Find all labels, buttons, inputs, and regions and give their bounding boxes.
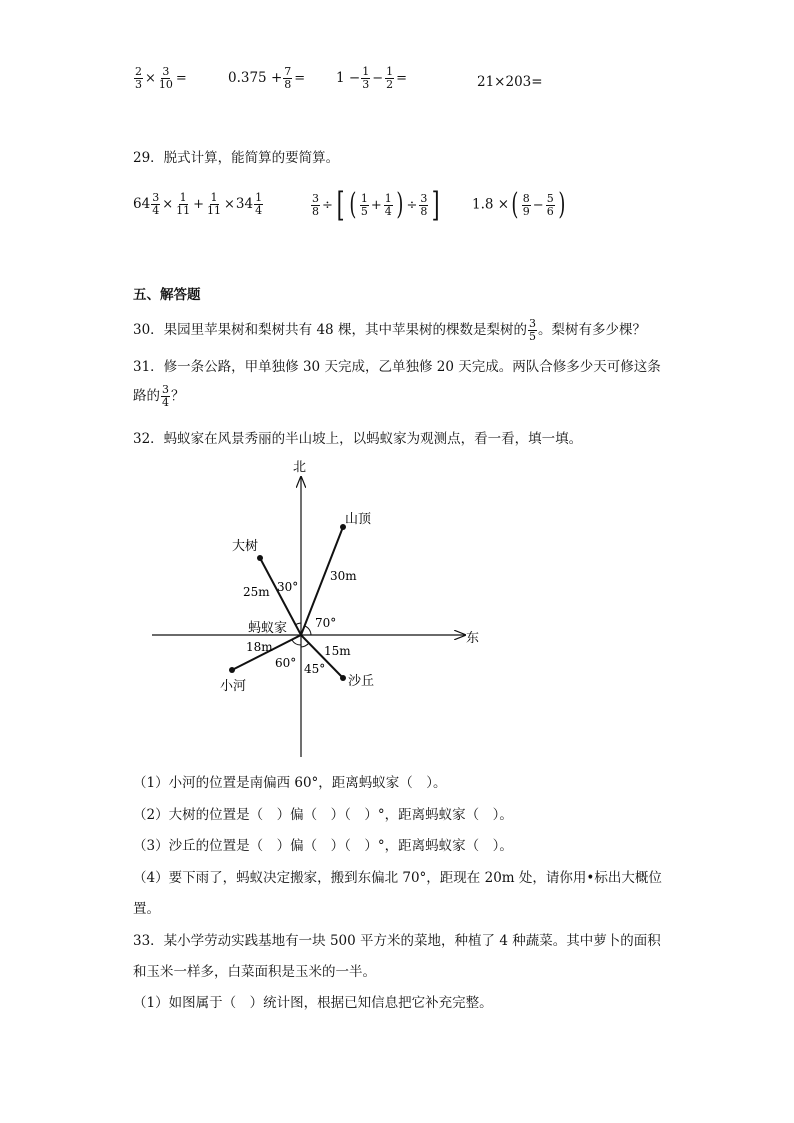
question-31-line-2: 路的 $\frac{3}{4}$ ？ xyxy=(133,383,185,409)
calc-row-1: $\frac{2}{3}$ × $\frac{3}{10}$ = xyxy=(135,65,187,91)
shanding-angle: 70° xyxy=(315,616,337,630)
question-33-line-2: 和玉米一样多，白菜面积是玉米的一半。 xyxy=(133,964,376,980)
q29-expression-3: 1.8 ×( $\frac{8}{9}$ − $\frac{5}{6}$ ) xyxy=(472,187,566,222)
question-31-line-1: 31．修一条公路，甲单独修 30 天完成，乙单独修 20 天完成。两队合修多少天可修这条 xyxy=(133,359,661,375)
question-32-part-4-line-1: （4）要下雨了，蚂蚁决定搬家，搬到东偏北 70°，距现在 20m 处，请你用•标出大概位 xyxy=(133,870,662,886)
question-33-part-1: （1）如图属于（ ）统计图，根据已知信息把它补充完整。 xyxy=(133,995,493,1011)
question-32-part-3: （3）沙丘的位置是（ ）偏（ ）（ ）°，距离蚂蚁家（ ）。 xyxy=(133,838,513,854)
dashu-angle: 30° xyxy=(277,580,299,594)
calc-row-1-e2: 0.375 + $\frac{7}{8}$ = xyxy=(228,65,306,91)
dashu-point xyxy=(257,555,263,561)
question-33-line-1: 33．某小学劳动实践基地有一块 500 平方米的菜地，种植了 4 种蔬菜。其中萝卜的面积 xyxy=(133,933,661,949)
calc-row-1-e3: 1 − $\frac{1}{3}$ − $\frac{1}{2}$ = xyxy=(336,65,408,91)
question-32-part-2: （2）大树的位置是（ ）偏（ ）（ ）°，距离蚂蚁家（ ）。 xyxy=(133,807,513,823)
fraction: $\frac{7}{8}$ xyxy=(284,65,292,91)
east-label: 东 xyxy=(466,631,480,646)
dashu-label: 大树 xyxy=(232,539,259,554)
fraction: $\frac{1}{3}$ xyxy=(362,65,370,91)
direction-diagram xyxy=(140,455,490,765)
shaqiu-angle: 45° xyxy=(304,662,326,676)
xiaohe-angle: 60° xyxy=(275,656,297,670)
fraction: $\frac{2}{3}$ xyxy=(135,65,142,91)
q29-expression-2: $\frac{3}{8}$ ÷ [ ( $\frac{1}{5}$ + $\frac{1}{4}$ ) ÷ $\frac{3}{8}$ ] xyxy=(312,185,441,225)
shaqiu-distance: 15m xyxy=(324,644,351,658)
north-label: 北 xyxy=(293,460,307,475)
question-29-title: 29．脱式计算，能简算的要简算。 xyxy=(133,150,340,166)
shanding-label: 山顶 xyxy=(345,512,372,527)
shaqiu-label: 沙丘 xyxy=(348,674,375,689)
calc-row-1-e4: 21×203= xyxy=(477,74,543,90)
xiaohe-distance: 18m xyxy=(246,640,273,654)
question-32-intro: 32．蚂蚁家在风景秀丽的半山坡上，以蚂蚁家为观测点，看一看，填一填。 xyxy=(133,431,583,447)
question-30: 30．果园里苹果树和梨树共有 48 棵，其中苹果树的棵数是梨树的 $\frac{3}{5}$ 。梨树有多少棵？ xyxy=(133,317,646,343)
question-32-part-4-line-2: 置。 xyxy=(133,901,160,917)
shanding-distance: 30m xyxy=(330,569,357,583)
xiaohe-point xyxy=(229,667,235,673)
shaqiu-point xyxy=(340,675,346,681)
dashu-distance: 25m xyxy=(243,585,270,599)
question-32-part-1: （1）小河的位置是南偏西 60°，距离蚂蚁家（ ）。 xyxy=(133,775,447,791)
section-title: 五、解答题 xyxy=(133,287,201,303)
fraction: $\frac{1}{2}$ xyxy=(386,65,394,91)
q29-expression-1: 64 $\frac{3}{4}$ × $\frac{1}{11}$ + $\frac{1}{11}$ ×34 $\frac{1}{4}$ xyxy=(133,191,263,217)
xiaohe-label: 小河 xyxy=(220,679,247,694)
origin-label: 蚂蚁家 xyxy=(248,621,288,636)
fraction: $\frac{3}{10}$ xyxy=(158,65,173,91)
